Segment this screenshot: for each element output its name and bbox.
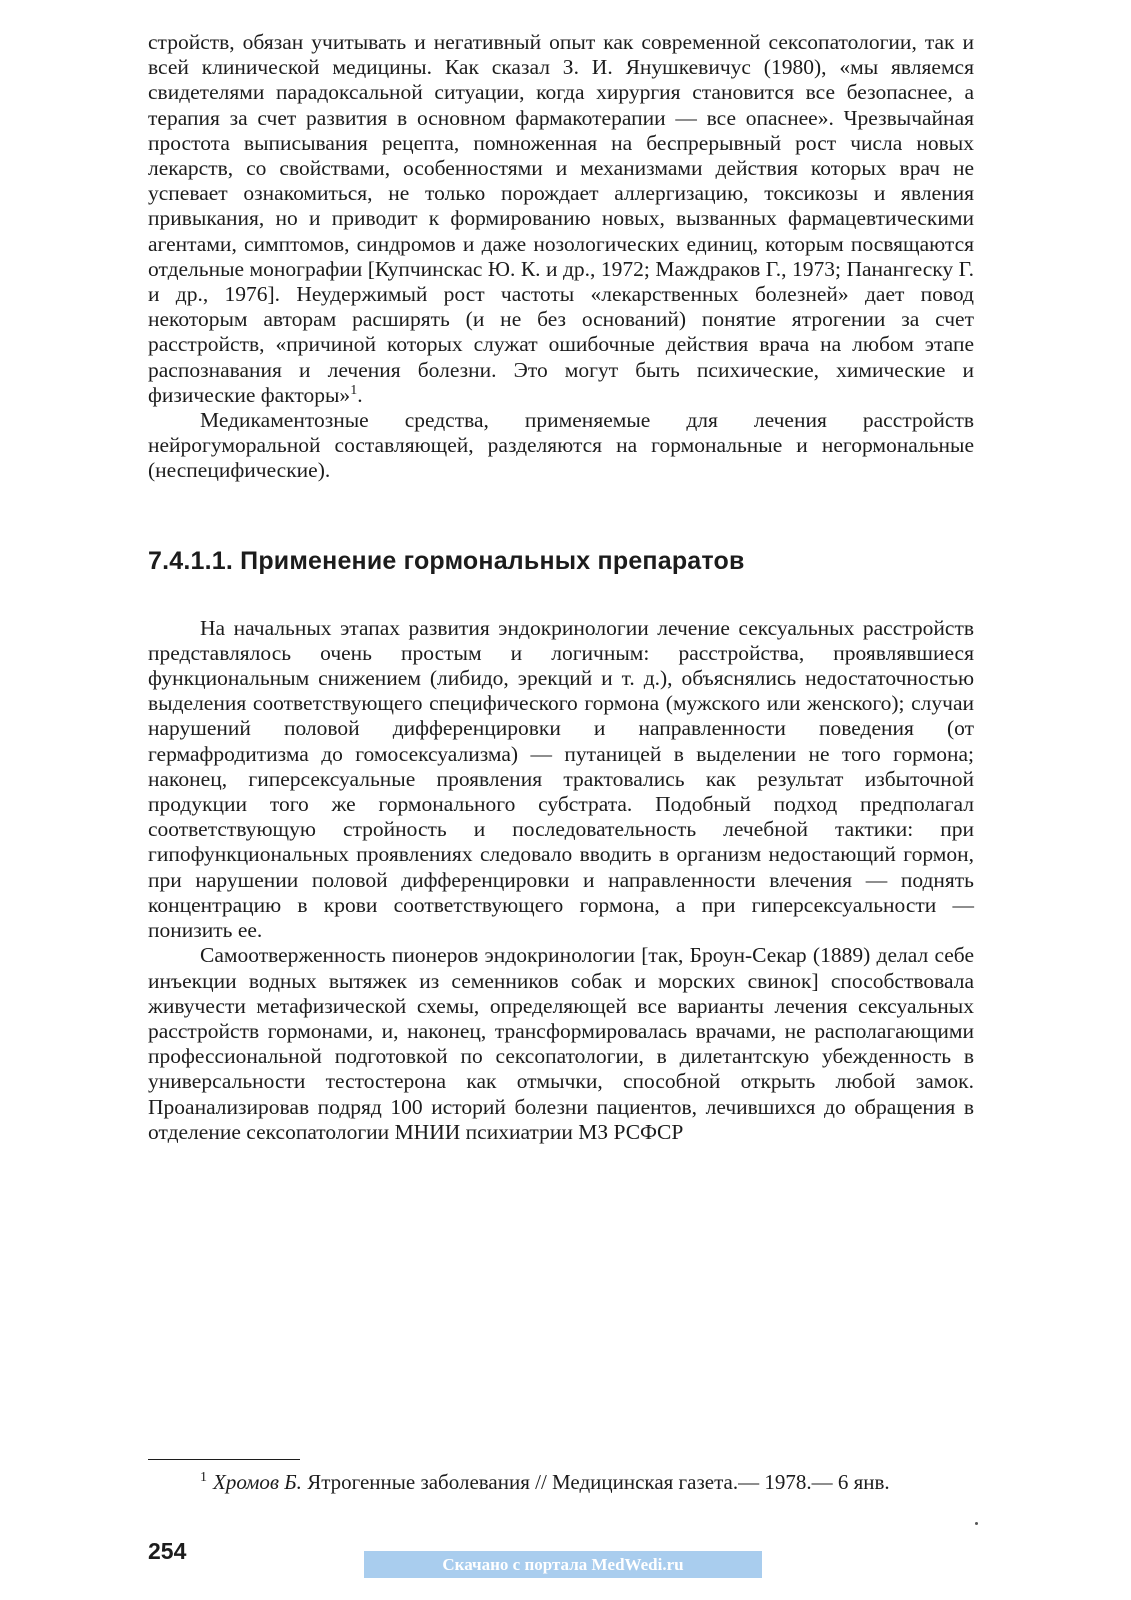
footnote-mark: 1 bbox=[200, 1470, 207, 1485]
footnote-text: Ятрогенные заболевания // Медицинская газета.— 1978.— 6 янв. bbox=[307, 1470, 890, 1494]
print-speck bbox=[975, 1522, 978, 1525]
paragraph: Медикаментозные средства, применяемые для лечения расстройств нейрогуморальной составляющей, разделяются на гормональные и негормональные (неспецифические). bbox=[148, 408, 974, 483]
watermark-banner: Скачано с портала MedWedi.ru bbox=[364, 1551, 762, 1578]
page-body bbox=[148, 30, 974, 1145]
page-number: 254 bbox=[148, 1538, 187, 1564]
paragraph: Самоотверженность пионеров эндокринологии [так, Броун-Секар (1889) делал себе инъекции водных вытяжек из семенников собак и морских свинок] способствовала живучести метафизической схемы, определяющей все варианты лечения сексуальных расстройств гормонами, и, наконец, трансформировалась врачами, не располагающими профессиональной подготовкой по сексопатологии, в дилетантскую убежденность в универсальности тестостерона как отмычки, способной открыть любой замок. Проанализировав подряд 100 историй болезни пациентов, лечившихся до обращения в отделение сексопатологии МНИИ психиатрии МЗ РСФСР bbox=[148, 943, 974, 1144]
paragraph: На начальных этапах развития эндокринологии лечение сексуальных расстройств представлялось очень простым и логичным: расстройства, проявлявшиеся функциональным снижением (либидо, эрекций и т. д.), объяснялись недостаточностью выделения соответствующего специфического гормона (мужского или женского); случаи нарушений половой дифференцировки и направленности поведения (от гермафродитизма до гомосексуализма) — путаницей в выделении не того гормона; наконец, гиперсексуальные проявления трактовались как результат избыточной продукции того же гормонального субстрата. Подобный подход предполагал соответствующую стройность и последовательность лечебной тактики: при гипофункциональных проявлениях следовало вводить в организм недостающий гормон, при нарушении половой дифференцировки и направленности влечения — поднять концентрацию в крови соответствующего гормона, а при гиперсексуальности — понизить ее. bbox=[148, 615, 974, 943]
footnote-reference: 1 bbox=[350, 382, 358, 398]
footnote bbox=[148, 1470, 974, 1495]
paragraph-continued bbox=[148, 30, 974, 408]
footnote-author: Хромов Б. bbox=[213, 1470, 302, 1494]
footnote-divider bbox=[148, 1459, 300, 1460]
paragraph-text: стройств, обязан учитывать и негативный опыт как современной сексопатологии, так и всей клинической медицины. Как сказал З. И. Янушкевичус (1980), «мы являемся свидетелями парадоксальной ситуации, когда хирургия становится все безопаснее, а терапия за счет развития в основном фармакотерапии — все опаснее». Чрезвычайная простота выписывания рецепта, помноженная на беспрерывный рост числа новых лекарств, со свойствами, особенностями и механизмами действия которых врач не успевает ознакомиться, не только порождает аллергизацию, токсикозы и явления привыкания, но и приводит к формированию новых, вызванных фармацевтическими агентами, симптомов, синдромов и даже нозологических единиц, которым посвящаются отдельные монографии [Купчинскас Ю. К. и др., 1972; Маждраков Г., 1973; Панангеску Г. и др., 1976]. Неудержимый рост частоты «лекарственных болезней» дает повод некоторым авторам расширять (и не без оснований) понятие ятрогении за счет расстройств, «причиной которых служат ошибочные действия врача на любом этапе распознавания и лечения болезни. Это могут быть психические, химические и физические факторы» bbox=[148, 30, 974, 407]
paragraph-punctuation: . bbox=[357, 382, 363, 407]
section-heading: 7.4.1.1. Применение гормональных препаратов bbox=[148, 546, 745, 575]
